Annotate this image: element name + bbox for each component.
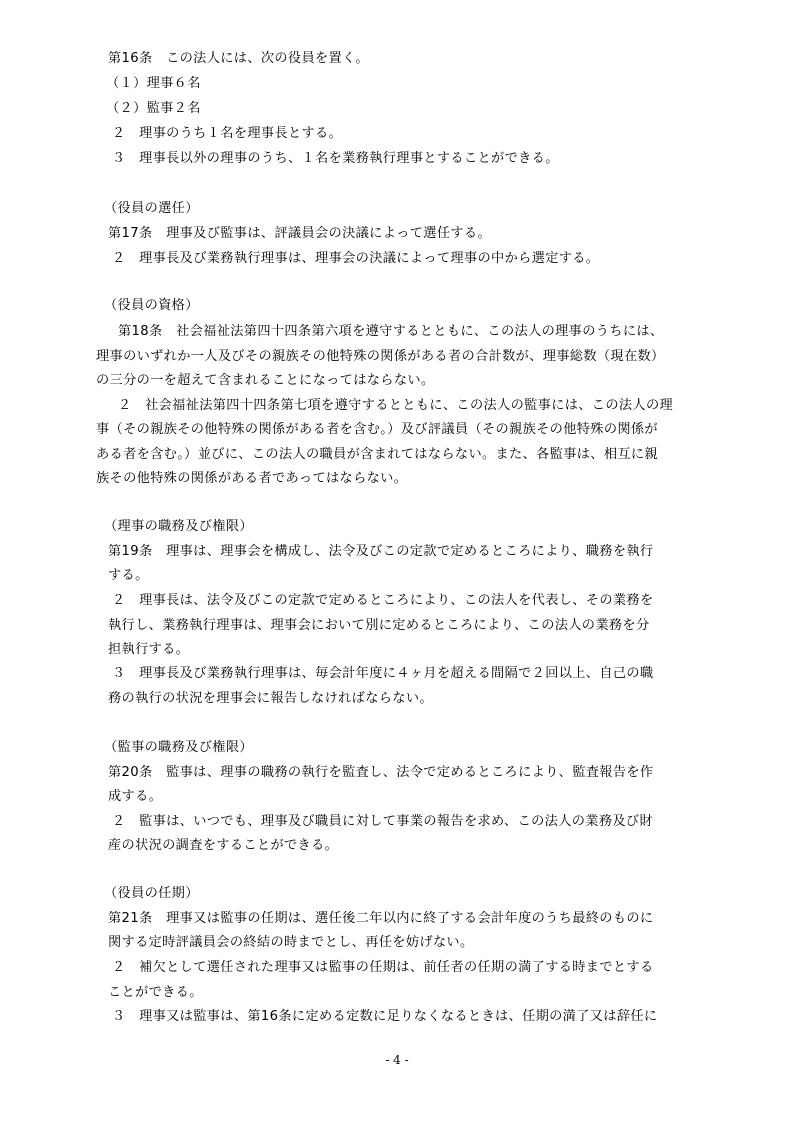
article-21-clause-3: ３ 理事又は監事は、第16条に定める定数に足りなくなるときは、任期の満了又は辞任に [112,1009,658,1024]
article-19-heading: 第19条 理事は、理事会を構成し、法令及びこの定款で定めるところにより、職務を執行 [108,544,654,559]
article-18-clause-2-line-4: 族その他特殊の関係がある者であってはならない。 [96,471,408,486]
article-21-line-2: 関する定時評議員会の終結の時までとし、再任を妨げない。 [108,935,474,950]
article-16-item-2: （２）監事２名 [106,101,201,116]
section-heading-auditor-duties: （監事の職務及び権限） [104,740,253,755]
article-18-clause-2: ２ 社会福祉法第四十四条第七項を遵守するとともに、この法人の監事には、この法人の理 [118,398,674,413]
article-17-clause-2: ２ 理事長及び業務執行理事は、理事会の決議によって理事の中から選定する。 [112,251,600,266]
article-21-clause-2-line-2: ことができる。 [108,985,203,1000]
article-20-line-2: 成する。 [108,789,163,804]
article-16-clause-3: ３ 理事長以外の理事のうち、１名を業務執行理事とすることができる。 [112,151,559,166]
article-17-heading: 第17条 理事及び監事は、評議員会の決議によって選任する。 [108,226,491,241]
article-19-line-2: する。 [108,568,149,583]
article-19-clause-2-line-2: 執行し、業務執行理事は、理事会において別に定めるところにより、この法人の業務を分 [108,618,650,633]
article-18-clause-2-line-2: 事（その親族その他特殊の関係がある者を含む。）及び評議員（その親族その他特殊の関係が [96,422,658,437]
article-19-clause-3: ３ 理事長及び業務執行理事は、毎会計年度に４ヶ月を超える間隔で２回以上、自己の職 [112,666,654,681]
section-heading-term: （役員の任期） [104,886,199,901]
article-19-clause-2: ２ 理事長は、法令及びこの定款で定めるところにより、この法人を代表し、その業務を [112,593,654,608]
article-16-heading: 第16条 この法人には、次の役員を置く。 [108,51,369,66]
article-20-clause-2: ２ 監事は、いつでも、理事及び職員に対して事業の報告を求め、この法人の業務及び財 [112,814,653,829]
article-16-item-1: （１）理事６名 [106,76,201,91]
article-18-heading: 第18条 社会福祉法第四十四条第六項を遵守するとともに、この法人の理事のうちには、 [118,324,664,339]
article-21-clause-2: ２ 補欠として選任された理事又は監事の任期は、前任者の任期の満了する時までとする [112,960,654,975]
article-16-clause-2: ２ 理事のうち１名を理事長とする。 [112,126,343,141]
article-21-heading: 第21条 理事又は監事の任期は、選任後二年以内に終了する会計年度のうち最終のものに [108,911,654,926]
article-18-line-2: 理事のいずれか一人及びその親族その他特殊の関係がある者の合計数が、理事総数（現在数） [96,349,665,364]
page-number: - 4 - [385,1053,409,1067]
article-20-clause-2-line-2: 産の状況の調査をすることができる。 [108,838,339,853]
section-heading-director-duties: （理事の職務及び権限） [104,519,253,534]
section-heading-appointment: （役員の選任） [104,201,199,216]
article-19-clause-3-line-2: 務の執行の状況を理事会に報告しなければならない。 [108,691,433,706]
article-18-clause-2-line-3: ある者を含む。）並びに、この法人の職員が含まれてはならない。また、各監事は、相互に親 [96,447,658,462]
article-18-line-3: の三分の一を超えて含まれることになってはならない。 [96,373,435,388]
article-20-heading: 第20条 監事は、理事の職務の執行を監査し、法令で定めるところにより、監査報告を作 [108,765,654,780]
article-19-clause-2-line-3: 担執行する。 [108,642,190,657]
section-heading-qualification: （役員の資格） [104,298,199,313]
